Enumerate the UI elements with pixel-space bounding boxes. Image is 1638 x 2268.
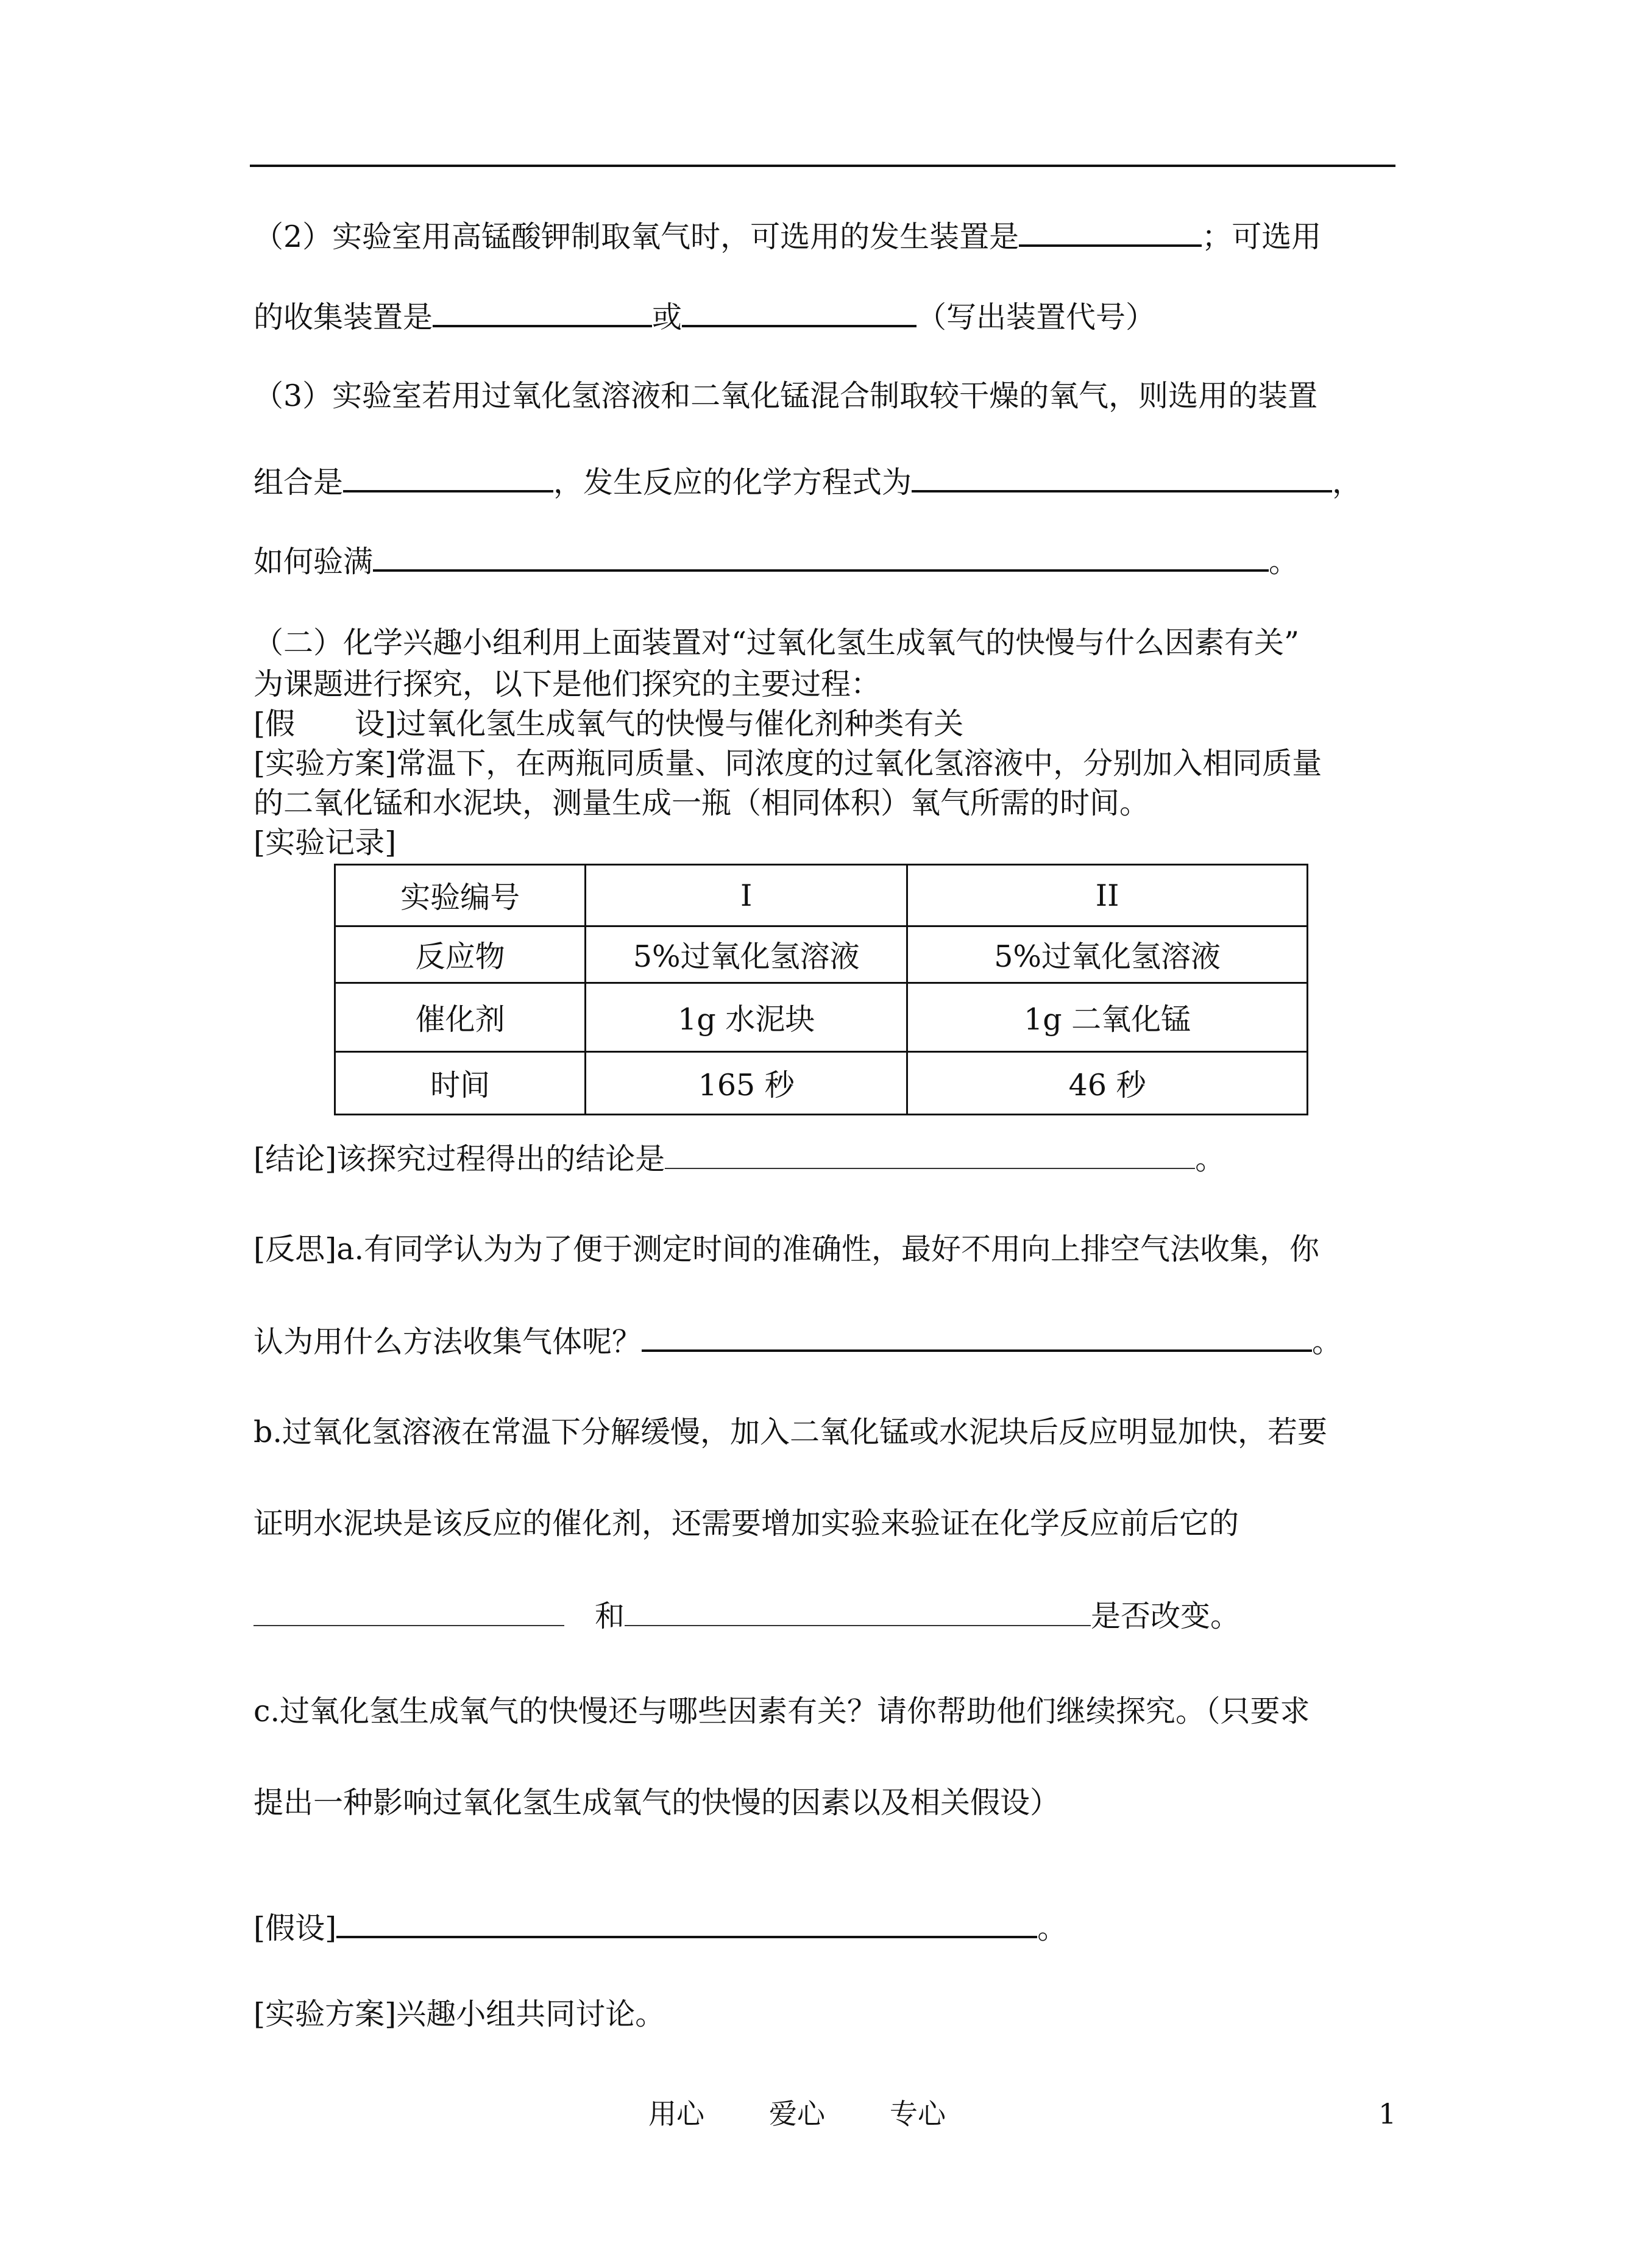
table-cell: I (586, 865, 907, 926)
q3-answer-blank-apparatus[interactable] (343, 462, 553, 492)
table-row (335, 983, 1308, 1052)
reflection-c-line-1: c.过氧化氢生成氧气的快慢还与哪些因素有关？请你帮助他们继续探究。（只要求 (254, 1694, 1310, 1729)
reflection-plan-label: [实验方案] (254, 1997, 397, 2032)
reflection-a-answer-blank[interactable] (642, 1321, 1312, 1352)
reflection-hypothesis-answer-blank[interactable] (336, 1908, 1037, 1938)
q2-line2-mid: 或 (652, 300, 682, 335)
table-cell: 165 秒 (586, 1052, 907, 1115)
part2-plan-2: 的二氧化锰和水泥块，测量生成一瓶（相同体积）氧气所需的时间。 (254, 786, 1150, 820)
experiment-record-table (334, 864, 1308, 1115)
plan-label: [实验方案] (254, 746, 397, 781)
reflection-c-line-2: 提出一种影响过氧化氢生成氧气的快慢的因素以及相关假设） (254, 1785, 1060, 1820)
reflection-hypothesis-tail: 。 (1037, 1911, 1068, 1946)
reflection-b-line-3 (254, 1597, 1240, 1635)
conclusion-line (254, 1140, 1225, 1178)
q2-answer-blank-collector-2[interactable] (682, 297, 916, 327)
conclusion-answer-blank[interactable] (665, 1140, 1195, 1169)
conclusion-text: 该探究过程得出的结论是 (336, 1142, 665, 1176)
table-cell: 时间 (335, 1052, 586, 1115)
table-cell: 46 秒 (907, 1052, 1308, 1115)
reflection-b-line-2: 证明水泥块是该反应的催化剂，还需要增加实验来验证在化学反应前后它的 (254, 1506, 1239, 1541)
q2-text: （2）实验室用高锰酸钾制取氧气时，可选用的发生装置是 (254, 219, 1019, 254)
q2-tail: ；可选用 (1202, 219, 1322, 254)
table-cell: 实验编号 (335, 865, 586, 926)
table-cell: 催化剂 (335, 983, 586, 1052)
reflection-a-question: 认为用什么方法收集气体呢？ (254, 1324, 642, 1359)
footer-slogan-3: 专心 (890, 2097, 946, 2130)
part2-hypothesis (254, 706, 963, 742)
q2-line2-head: 的收集装置是 (254, 300, 433, 335)
reflection-a-line-1 (254, 1231, 1319, 1268)
table-cell: 1g 二氧化锰 (907, 983, 1308, 1052)
reflection-plan-text: 兴趣小组共同讨论。 (396, 1997, 665, 2032)
table-cell: 1g 水泥块 (586, 983, 907, 1052)
reflection-a-text: a.有同学认为为了便于测定时间的准确性，最好不用向上排空气法收集，你 (336, 1232, 1320, 1267)
reflection-label: [反思] (254, 1232, 337, 1267)
record-label: [实验记录] (254, 825, 397, 860)
conclusion-label: [结论] (254, 1142, 337, 1176)
plan-text-1: 常温下，在两瓶同质量、同浓度的过氧化氢溶液中，分别加入相同质量 (396, 746, 1322, 781)
q3-answer-blank-equation[interactable] (912, 462, 1332, 492)
q3-answer-blank-check[interactable] (373, 541, 1269, 572)
part2-intro-2: 为课题进行探究，以下是他们探究的主要过程： (254, 667, 881, 702)
q3-line-1: （3）实验室若用过氧化氢溶液和二氧化锰混合制取较干燥的氧气，则选用的装置 (254, 379, 1318, 413)
q3-line2-mid: ，发生反应的化学方程式为 (553, 465, 912, 500)
q2-answer-blank-generator[interactable] (1019, 216, 1202, 247)
reflection-a-line-2 (254, 1321, 1342, 1360)
hypothesis-label: [假 设] (254, 706, 397, 741)
part2-plan-1 (254, 745, 1322, 782)
q3-line2-tail: ， (1332, 465, 1363, 500)
footer-slogan-2: 爱心 (769, 2097, 825, 2130)
q3-line3-tail: 。 (1269, 544, 1299, 579)
reflection-b-answer-blank-2[interactable] (625, 1597, 1091, 1626)
q2-line-1 (254, 216, 1321, 255)
table-cell: II (907, 865, 1308, 926)
table-cell: 5%过氧化氢溶液 (907, 926, 1308, 983)
table-row (335, 865, 1308, 926)
reflection-hypothesis-line (254, 1908, 1067, 1947)
header-rule (250, 165, 1395, 167)
q2-answer-blank-collector-1[interactable] (433, 297, 652, 327)
table-cell: 5%过氧化氢溶液 (586, 926, 907, 983)
reflection-b-answer-blank-1[interactable] (254, 1597, 564, 1626)
q3-line-3 (254, 541, 1299, 580)
part2-intro-1: （二）化学兴趣小组利用上面装置对“过氧化氢生成氧气的快慢与什么因素有关” (254, 625, 1300, 660)
q2-line-2 (254, 297, 1155, 336)
reflection-b-mid: 和 (595, 1599, 625, 1633)
reflection-plan-line (254, 1996, 665, 2033)
q2-line2-tail: （写出装置代号） (916, 300, 1156, 335)
reflection-a-tail: 。 (1312, 1324, 1342, 1359)
conclusion-tail: 。 (1195, 1142, 1225, 1176)
q3-line3-head: 如何验满 (254, 544, 374, 579)
reflection-b-line-1: b.过氧化氢溶液在常温下分解缓慢，加入二氧化锰或水泥块后反应明显加快，若要 (254, 1415, 1327, 1449)
table-cell: 反应物 (335, 926, 586, 983)
hypothesis-text: 过氧化氢生成氧气的快慢与催化剂种类有关 (396, 706, 964, 741)
reflection-hypothesis-label: [假设] (254, 1911, 337, 1946)
page-number: 1 (1378, 2097, 1397, 2130)
footer-slogan-1: 用心 (648, 2097, 704, 2130)
table-row (335, 1052, 1308, 1115)
reflection-b-tail: 是否改变。 (1091, 1599, 1241, 1633)
table-row (335, 926, 1308, 983)
q3-line-2 (254, 462, 1362, 501)
q3-line2-head: 组合是 (254, 465, 344, 500)
